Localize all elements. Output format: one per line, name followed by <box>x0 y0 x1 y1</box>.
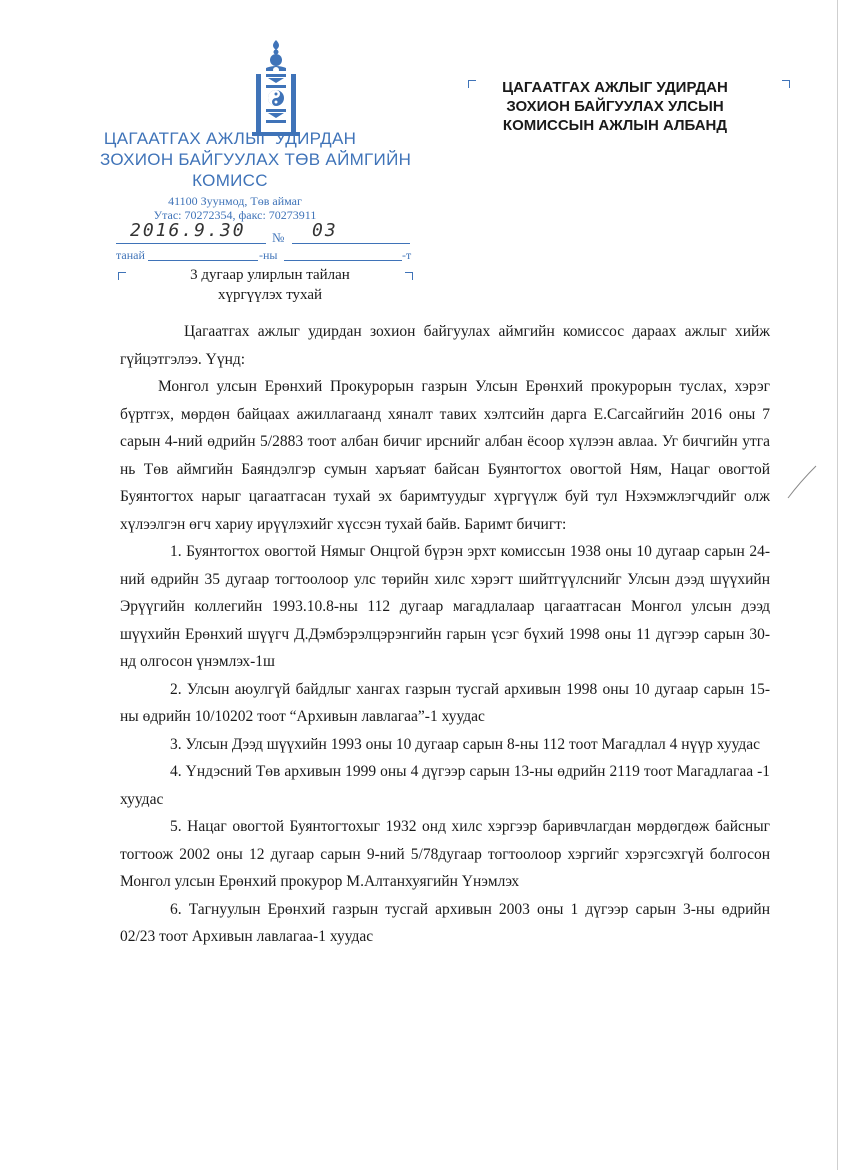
issuer-name <box>100 128 412 191</box>
recipient <box>470 78 760 135</box>
number-handwritten: 03 <box>312 220 338 241</box>
attachment-item: 2. Улсын аюулгүй байдлыг хангах газрын тусгай архивын 1998 оны 10 дугаар сарын 15-ны өдрийн 10/10202 тоот “Архивын лавлагаа”-1 хуудас <box>120 680 770 725</box>
issuer-name-line3: КОМИСС <box>192 171 268 190</box>
soyombo-emblem-icon <box>248 38 304 138</box>
subject-line1: 3 дугаар улирлын тайлан <box>190 267 350 283</box>
reply-reference-line <box>116 248 412 264</box>
issuer-phone: Утас: 70272354, факс: 70273911 <box>153 208 317 222</box>
issuer-name-line1: ЦАГААТГАХ АЖЛЫГ УДИРДАН <box>103 129 357 148</box>
recipient-corner-right <box>782 80 790 88</box>
issuer-contacts <box>120 194 350 222</box>
scan-edge <box>837 0 838 1170</box>
reply-mid: -ны <box>259 248 278 262</box>
attachment-item: 6. Тагнуулын Ерөнхий газрын тусгай архивын 2003 оны 1 дүгээр сарын 3-ны өдрийн 02/23 тоот Архивын лавлагаа-1 хуудас <box>120 900 770 945</box>
attachment-item: 3. Улсын Дээд шүүхийн 1993 оны 10 дугаар сарын 8-ны 112 тоот Магадлал 4 нүүр хуудас <box>170 735 761 753</box>
recipient-line3: КОМИССЫН АЖЛЫН АЛБАНД <box>502 117 728 134</box>
attachment-item: 5. Нацаг овогтой Буянтогтохыг 1932 онд хилс хэргээр баривчлагдан мөрдөгдөж байсныг тогтоож 2002 оны 12 дугаар сарын 9-ний 5/78дугаар тогтоолоор хэргийг хэрэгсэхгүй болгосон Монгол улсын Ерөнхий прокурор М.Алтанхуягийн Үнэмлэх <box>120 818 770 890</box>
registration-line <box>116 220 412 246</box>
attachment-item: 4. Үндэсний Төв архивын 1999 оны 4 дүгээр сарын 13-ны өдрийн 2119 тоот Магадлагаа -1 хуудас <box>120 763 770 808</box>
recipient-line2: ЗОХИОН БАЙГУУЛАХ УЛСЫН <box>506 98 724 115</box>
attachment-item: 1. Буянтогтох овогтой Нямыг Онцгой бүрэн эрхт комиссын 1938 оны 10 дугаар сарын 24-ний өдрийн 35 дугаар тогтоолоор улс төрийн хилс хэрэгт шийтгүүлснийг Улсын дээд шүүхийн Эрүүгийн коллегийн 1993.10.8-ны 112 дугаар магадлалаар цагаатгасан Монгол улсын дээд шүүхийн Ерөнхий шүүгч Д.Дэмбэрэлцэрэнгийн гарын үсэг бүхий 1998 оны 11 дүгээр сарын 30-нд олгосон үнэмлэх-1ш <box>120 543 770 670</box>
body-paragraph-1: Цагаатгах ажлыг удирдан зохион байгуулах аймгийн комиссос дараах ажлыг хийж гүйцэтгэлээ. Үүнд: <box>120 323 770 368</box>
subject <box>150 265 390 305</box>
letter-body <box>120 318 770 951</box>
subject-line2: хүргүүлэх тухай <box>217 287 323 303</box>
reply-suffix: -т <box>402 248 412 262</box>
subject-corner-left <box>118 272 126 280</box>
date-handwritten: 2016.9.30 <box>130 220 246 241</box>
pen-mark-icon <box>786 462 826 502</box>
recipient-line1: ЦАГААТГАХ АЖЛЫГ УДИРДАН <box>502 79 728 96</box>
issuer-name-line2: ЗОХИОН БАЙГУУЛАХ ТӨВ АЙМГИЙН <box>100 150 412 169</box>
body-paragraph-2: Монгол улсын Ерөнхий Прокурорын газрын Улсын Ерөнхий прокурорын туслах, хэрэг бүртгэх, мөрдөн байцаах ажиллагаанд хяналт тавих хэлтсийн дарга Е.Сагсайгийн 2016 оны 7 сарын 4-ний өдрийн 5/2883 тоот албан бичиг ирснийг албан ёсоор хүлээн авлаа. Уг бичгийн утга нь Төв аймгийн Баяндэлгэр сумын харъяат байсан Буянтогтох овогтой Ням, Нацаг овогтой Буянтогтох нарыг цагаатгасан тухай эх баримтуудыг хүргүүлж буй тул Нэхэмжлэгчдийг олж хүлээлгэн өгч хариу ирүүлэхийг хүссэн тухай байв. Баримт бичигт: <box>120 378 770 533</box>
subject-corner-right <box>405 272 413 280</box>
issuer-address: 41100 Зуунмод, Төв аймаг <box>168 194 302 208</box>
number-symbol: № <box>272 230 285 245</box>
reply-prefix: танай <box>116 248 145 262</box>
